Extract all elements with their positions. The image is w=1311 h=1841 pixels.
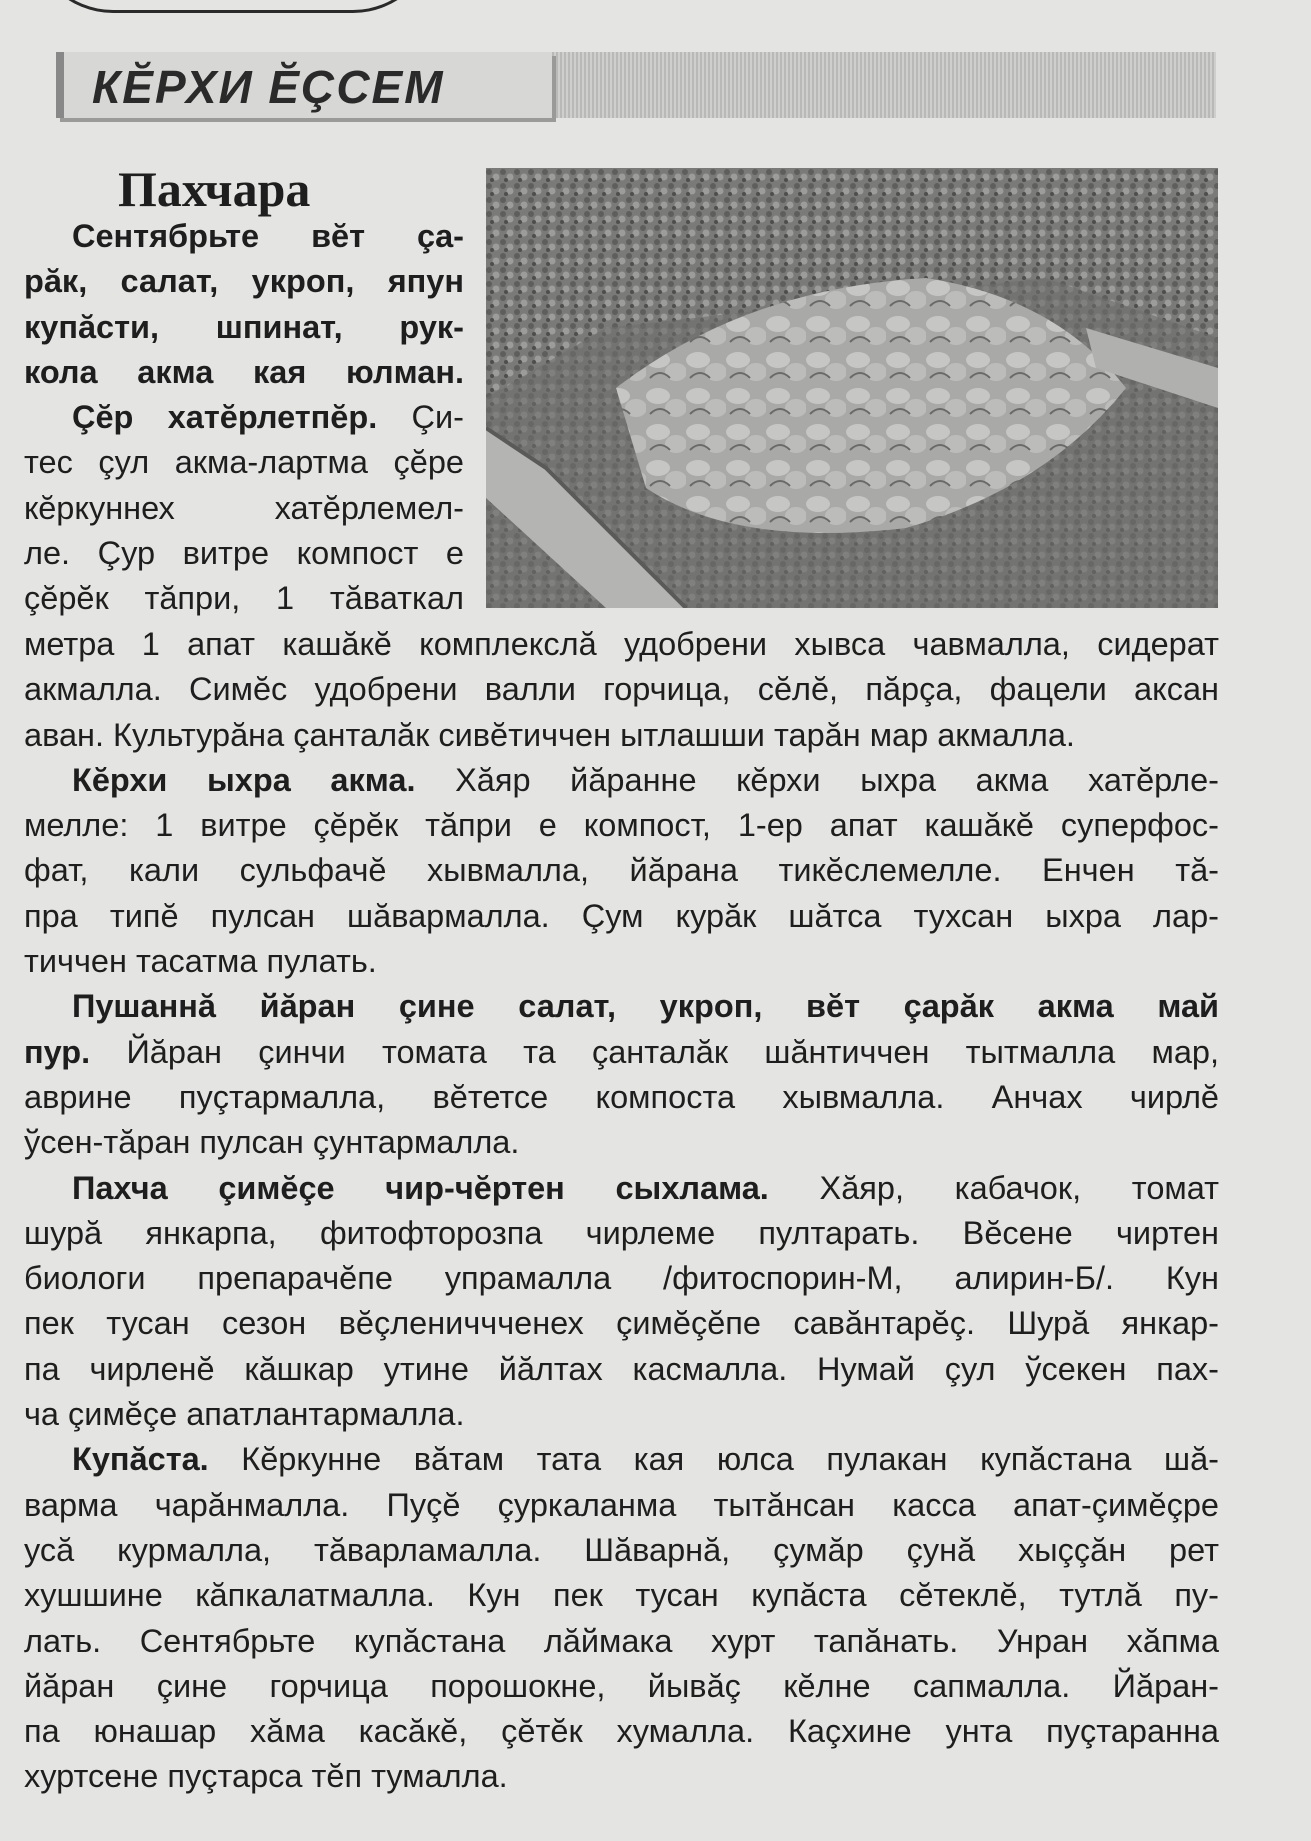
p3-heading: Пушаннă йăран çине салат, укроп, вĕт çарăк акма май — [72, 988, 1219, 1025]
p5-line-1: Кĕркунне вăтам тата кая юлса пулакан купăстана шă- — [208, 1441, 1219, 1478]
p2-line-5: тиччен тасатма пулать. — [24, 943, 377, 980]
p2-line-2: мелле: 1 витре çĕрĕк тăпри е компост, 1-ер апат кашăкĕ суперфос- — [24, 807, 1219, 844]
p5-line-8: хуртсене пуçтарса тĕп тумалла. — [24, 1758, 508, 1795]
p4-line-3: биологи препарачĕпе упрамалла /фитоспорин-М, алирин-Б/. Кун — [24, 1260, 1219, 1297]
p2-line-3: фат, кали сульфачĕ хывмалла, йăрана тикĕслемелле. Енчен тă- — [24, 852, 1219, 889]
p1-line-1: Çи- — [377, 399, 464, 436]
p1-line-4: ле. Çур витре компост е — [24, 535, 464, 572]
p2-line-4: пра типĕ пулсан шăвармалла. Çум курăк шăтса тухсан ыхра лар- — [24, 897, 1219, 934]
p5-line-6: йăран çине горчица порошокне, йывăç кĕлне сапмалла. Йăран- — [24, 1667, 1219, 1704]
p5-line-4: хушшине кăпкалатмалла. Кун пек тусан купăста сĕтеклĕ, тутлă пу- — [24, 1577, 1219, 1614]
p4-line-1: Хăяр, кабачок, томат — [768, 1169, 1219, 1206]
p1-line-7: акмалла. Симĕс удобрени валли горчица, сĕлĕ, пăрçа, фацели аксан — [24, 671, 1219, 708]
p1-line-5: çĕрĕк тăпри, 1 тăваткал — [24, 580, 464, 617]
p2-heading: Кĕрхи ыхра акма. — [72, 761, 416, 798]
p5-line-7: па юнашар хăма касăкĕ, çĕтĕк хумалла. Каçхине унта пуçтаранна — [24, 1713, 1219, 1750]
p1-line-8: аван. Культурăна çанталăк сивĕтиччен ытлашши тарăн мар акмалла. — [24, 716, 1075, 753]
body-column — [24, 622, 1219, 1800]
p3-line-1: Йăран çинчи томата та çанталăк шăнтиччен тытмалла мар, — [90, 1033, 1219, 1070]
p1-line-2: тес çул акма-лартма çĕре — [24, 444, 464, 481]
p2-line-1: Хăяр йăранне кĕрхи ыхра акма хатĕрле- — [415, 761, 1219, 798]
intro-line-1: Сентябрьте вĕт ça- — [72, 218, 464, 254]
garden-bed-photo — [486, 168, 1218, 608]
p1-line-3: кĕркуннех хатĕрлемел- — [24, 489, 464, 526]
p4-line-4: пек тусан сезон вĕçлениччченех çимĕçĕпе савăнтарĕç. Шурă янкар- — [24, 1305, 1219, 1342]
p4-line-6: ча çимĕçе апатлантармалла. — [24, 1396, 465, 1433]
p5-line-3: усă курмалла, тăварламалла. Шăварнă, çумăр çунă хыççăн рет — [24, 1531, 1219, 1568]
p4-line-2: шурă янкарпа, фитофторозпа чирлеме пултарать. Вĕсене чиртен — [24, 1214, 1219, 1251]
p3-line-2: аврине пуçтармалла, вĕтетсе компоста хывмалла. Анчах чирлĕ — [24, 1078, 1219, 1115]
article-title: Пахчара — [118, 161, 311, 217]
intro-line-3: купăсти, шпинат, рук- — [24, 308, 464, 345]
section-header-title: КĔРХИ ĔÇСЕМ — [92, 61, 445, 113]
p3-heading-end: пур. — [24, 1033, 91, 1070]
p5-heading: Купăста. — [72, 1441, 209, 1478]
p1-line-6: метра 1 апат кашăкĕ комплекслă удобрени хывса чавмалла, сидерат — [24, 626, 1219, 662]
intro-column — [24, 214, 464, 622]
p5-line-2: варма чарăнмалла. Пуçĕ çуркаланма тытăнсан касса апат-çимĕçре — [24, 1486, 1219, 1523]
p3-line-3: ўсен-тăран пулсан çунтармалла. — [24, 1124, 520, 1161]
p1-heading: Çĕр хатĕрлетпĕр. — [72, 399, 378, 436]
p5-line-5: лать. Сентябрьте купăстана лăймака хурт тапăнать. Унран хăпма — [24, 1622, 1219, 1659]
intro-line-2: рăк, салат, укроп, япун — [24, 263, 464, 300]
p4-heading: Пахча çимĕçе чир-чĕртен сыхлама. — [72, 1169, 769, 1206]
p4-line-5: па чирленĕ кăшкар утине йăлтах касмалла. Нумай çул ўсекен пах- — [24, 1350, 1219, 1387]
masthead-arc — [30, 0, 436, 13]
intro-line-4: кола акма кая юлман. — [24, 353, 464, 390]
